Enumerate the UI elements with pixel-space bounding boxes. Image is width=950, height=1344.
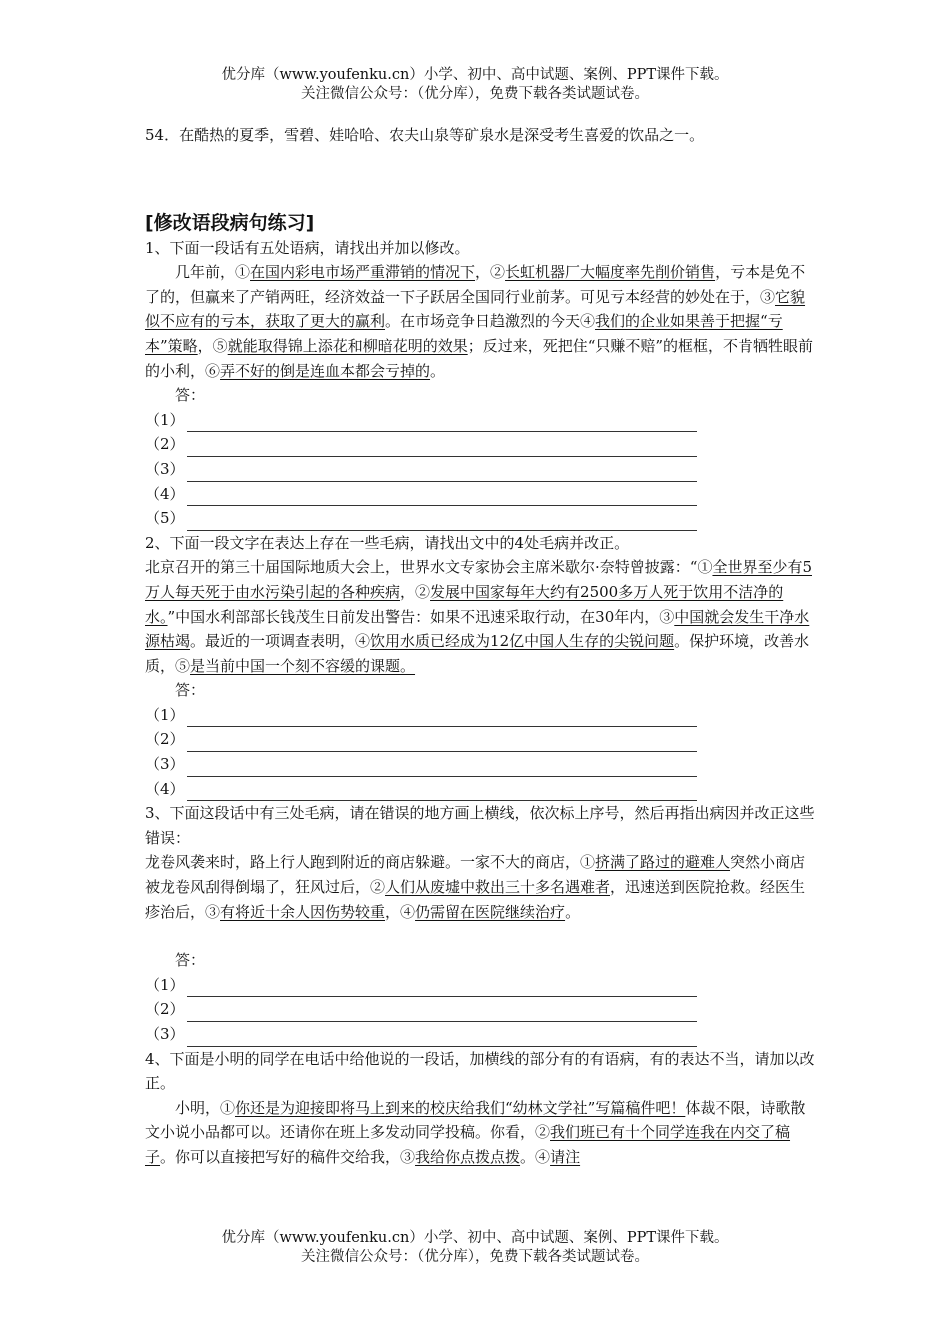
footer-line-2: 关注微信公众号：（优分库），免费下载各类试题试卷。: [301, 1249, 649, 1265]
header-line-1: 优分库（www.youfenku.cn）小学、初中、高中试题、案例、PPT课件下载。: [221, 67, 729, 83]
question-54: 54．在酷热的夏季，雪碧、娃哈哈、农夫山泉等矿泉水是深受考生喜爱的饮品之一。: [145, 126, 705, 144]
exercise-3-prompt: 3、下面这段话中有三处毛病，请在错误的地方画上横线，依次标上序号，然后再指出病因并改正这些错误：: [145, 804, 815, 847]
exercise-3-passage: 龙卷风袭来时，路上行人跑到附近的商店躲避。一家不大的商店，①挤满了路过的避难人突然小商店被龙卷风刮得倒塌了，狂风过后，②人们从废墟中救出三十多名遇难者，迅速送到医院抢救。经医生疹治后，③有将近十余人因伤势较重，④仍需留在医院继续治疗。: [145, 853, 806, 921]
exercise-4-passage: 小明，①你还是为迎接即将马上到来的校庆给我们“幼林文学社”写篇稿件吧！体裁不限，诗歌散文小说小品都可以。还请你在班上多发动同学投稿。你看，②我们班已有十个同学连我在内交了稿子。你可以直接把写好的稿件交给我，③我给你点拨点拨。④请注: [145, 1098, 806, 1166]
answer-line[interactable]: （4）: [145, 777, 815, 802]
exercise-1-passage: 几年前，①在国内彩电市场严重滞销的情况下，②长虹机器厂大幅度率先削价销售，亏本是免不了的，但赢来了产销两旺，经济效益一下子跃居全国同行业前茅。可见亏本经营的妙处在于，③它貌似不应有的亏本，获取了更大的赢利。在市场竞争日趋激烈的今天④我们的企业如果善于把握“亏本”策略，⑤就能取得锦上添花和柳暗花明的效果；反过来，死把住“只赚不赔”的框框，不肯牺牲眼前的小利，⑥弄不好的倒是连血本都会亏掉的。: [145, 263, 814, 380]
answer-line[interactable]: （4）: [145, 482, 815, 507]
answer-line[interactable]: （1）: [145, 408, 815, 433]
document-body: [145, 123, 815, 1170]
exercise-2-passage: 北京召开的第三十届国际地质大会上，世界水文专家协会主席米歇尔·奈特曾披露：“①全世界至少有5万人每天死于由水污染引起的各种疾病，②发展中国家每年大约有2500多万人死于饮用不洁净的水。”中国水利部部长钱茂生日前发出警告：如果不迅速采取行动，在30年内，③中国就会发生干净水源枯竭。最近的一项调查表明，④饮用水质已经成为12亿中国人生存的尖锐问题。保护环境，改善水质，⑤是当前中国一个刻不容缓的课题。: [145, 558, 812, 675]
header-line-2: 关注微信公众号：（优分库），免费下载各类试题试卷。: [301, 86, 649, 102]
footer-line-1: 优分库（www.youfenku.cn）小学、初中、高中试题、案例、PPT课件下载。: [221, 1230, 729, 1246]
answer-label: 答：: [175, 951, 206, 970]
answer-line[interactable]: （3）: [145, 1022, 815, 1047]
section-title: [修改语段病句练习]: [145, 211, 315, 234]
answer-line[interactable]: （2）: [145, 432, 815, 457]
answer-line[interactable]: （5）: [145, 506, 815, 531]
answer-line[interactable]: （2）: [145, 997, 815, 1022]
answer-line[interactable]: （1）: [145, 703, 815, 728]
page-footer: [0, 1229, 950, 1267]
page-header: [0, 66, 950, 104]
answer-line[interactable]: （1）: [145, 973, 815, 998]
exercise-1-prompt: 1、下面一段话有五处语病，请找出并加以修改。: [145, 238, 470, 257]
exercise-2-prompt: 2、下面一段文字在表达上存在一些毛病，请找出文中的4处毛病并改正。: [145, 533, 630, 552]
answer-line[interactable]: （3）: [145, 457, 815, 482]
answer-label: 答：: [175, 386, 206, 405]
answer-label: 答：: [175, 681, 206, 700]
answer-line[interactable]: （3）: [145, 752, 815, 777]
answer-line[interactable]: （2）: [145, 727, 815, 752]
exercise-4-prompt: 4、下面是小明的同学在电话中给他说的一段话，加横线的部分有的有语病，有的表达不当，请加以改正。: [145, 1049, 815, 1093]
